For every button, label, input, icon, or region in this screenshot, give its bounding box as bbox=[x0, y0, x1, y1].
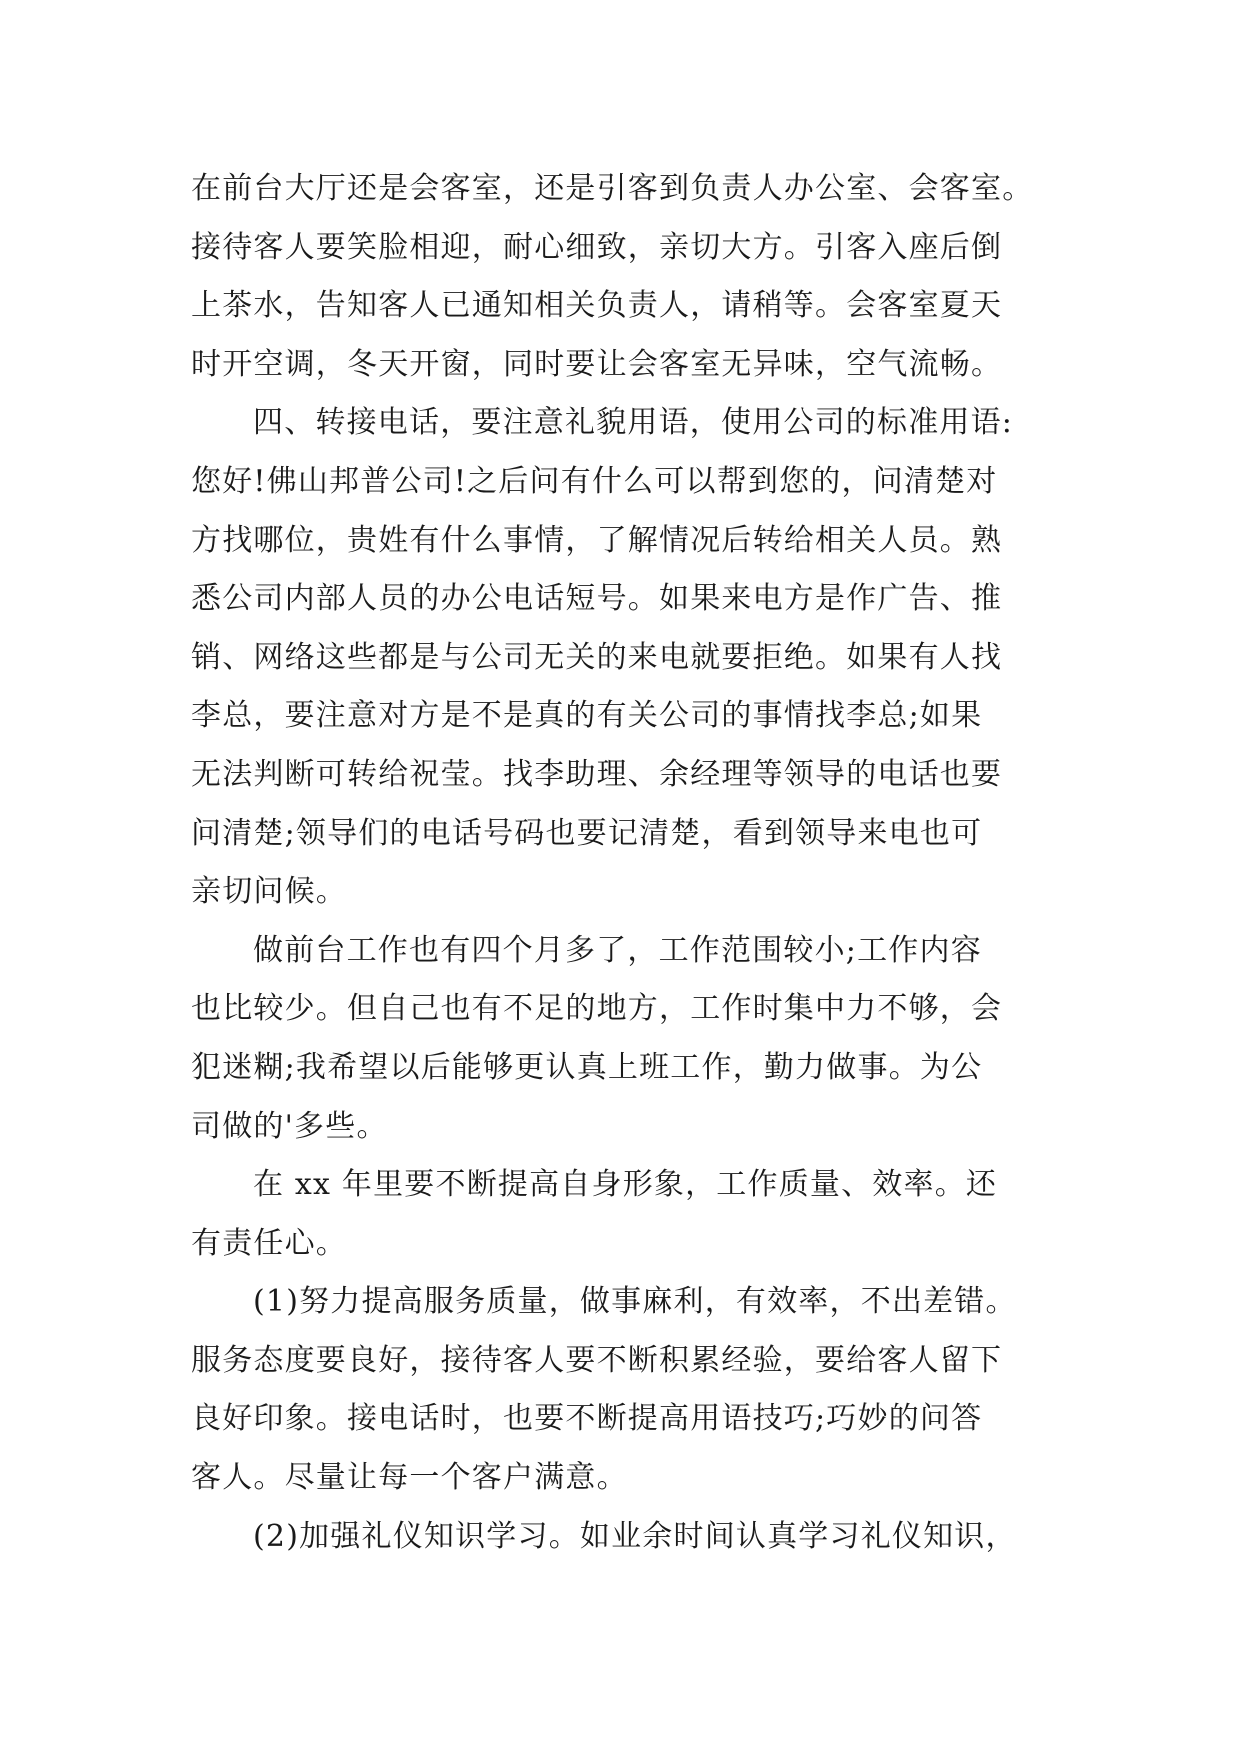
paragraph-start-line: 做前台工作也有四个月多了，工作范围较小;工作内容 bbox=[253, 932, 982, 968]
text-line: 有责任心。 bbox=[191, 1225, 347, 1261]
text-line: 也比较少。但自己也有不足的地方，工作时集中力不够，会 bbox=[191, 991, 1003, 1027]
text-line: 问清楚;领导们的电话号码也要记清楚，看到领导来电也可 bbox=[191, 815, 983, 851]
text-line: 客人。尽量让每一个客户满意。 bbox=[191, 1460, 628, 1496]
text-line: 亲切问候。 bbox=[191, 874, 347, 910]
text-line: 上茶水，告知客人已通知相关负责人，请稍等。会客室夏天 bbox=[191, 288, 1003, 324]
text-line: 悉公司内部人员的办公电话短号。如果来电方是作广告、推 bbox=[191, 581, 1003, 617]
text-line: 良好印象。接电话时，也要不断提高用语技巧;巧妙的问答 bbox=[191, 1401, 983, 1437]
paragraph-start-line: (2)加强礼仪知识学习。如业余时间认真学习礼仪知识， bbox=[253, 1518, 1017, 1554]
document-body bbox=[191, 160, 1051, 1566]
text-line: 您好!佛山邦普公司!之后问有什么可以帮到您的，问清楚对 bbox=[191, 463, 998, 499]
text-line: 接待客人要笑脸相迎，耐心细致，亲切大方。引客入座后倒 bbox=[191, 229, 1003, 265]
text-line: 李总，要注意对方是不是真的有关公司的事情找李总;如果 bbox=[191, 698, 983, 734]
text-line: 服务态度要良好，接待客人要不断积累经验，要给客人留下 bbox=[191, 1342, 1003, 1378]
text-line: 时开空调，冬天开窗，同时要让会客室无异味，空气流畅。 bbox=[191, 346, 1003, 382]
text-line: 销、网络这些都是与公司无关的来电就要拒绝。如果有人找 bbox=[191, 639, 1003, 675]
text-line: 犯迷糊;我希望以后能够更认真上班工作，勤力做事。为公 bbox=[191, 1049, 983, 1085]
text-line: 方找哪位，贵姓有什么事情，了解情况后转给相关人员。熟 bbox=[191, 522, 1003, 558]
paragraph-start-line: 四、转接电话，要注意礼貌用语，使用公司的标准用语: bbox=[253, 405, 1014, 441]
paragraph-start-line: (1)努力提高服务质量，做事麻利，有效率，不出差错。 bbox=[253, 1284, 1017, 1320]
text-line: 无法判断可转给祝莹。找李助理、余经理等领导的电话也要 bbox=[191, 756, 1003, 792]
text-line: 在前台大厅还是会客室，还是引客到负责人办公室、会客室。 bbox=[191, 171, 1034, 206]
text-line: 司做的'多些。 bbox=[191, 1108, 388, 1144]
paragraph-start-line: 在 xx 年里要不断提高自身形象，工作质量、效率。还 bbox=[253, 1167, 998, 1203]
